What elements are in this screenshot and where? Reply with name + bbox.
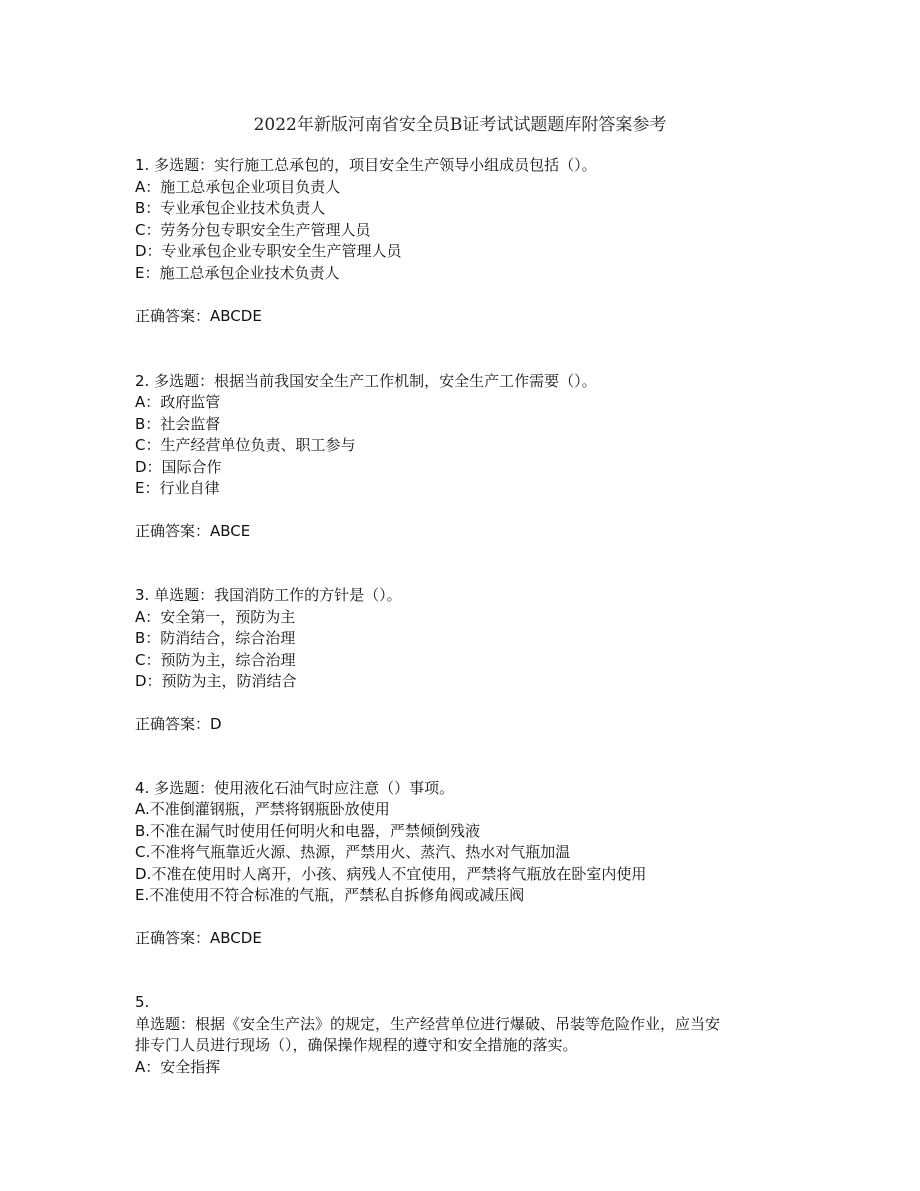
question-2-answer: 正确答案：ABCE	[135, 522, 251, 540]
question-2-option-c: C：生产经营单位负责、职工参与	[135, 436, 356, 454]
question-5-number: 5.	[135, 993, 150, 1011]
question-3-option-b: B：防消结合，综合治理	[135, 629, 296, 647]
question-2-stem: 2. 多选题：根据当前我国安全生产工作机制，安全生产工作需要（）。	[135, 372, 597, 390]
question-3-answer: 正确答案：D	[135, 715, 222, 733]
question-4-option-a: A.不准倒灌钢瓶，严禁将钢瓶卧放使用	[135, 800, 390, 818]
question-5-stem-line-2: 排专门人员进行现场（），确保操作规程的遵守和安全措施的落实。	[135, 1036, 578, 1054]
question-3-option-a: A：安全第一，预防为主	[135, 608, 296, 626]
question-4-option-b: B.不准在漏气时使用任何明火和电器，严禁倾倒残液	[135, 822, 481, 840]
question-3-option-c: C：预防为主，综合治理	[135, 651, 296, 669]
question-4-answer: 正确答案：ABCDE	[135, 929, 262, 947]
question-4-option-c: C.不准将气瓶靠近火源、热源，严禁用火、蒸汽、热水对气瓶加温	[135, 843, 571, 861]
question-2-option-b: B：社会监督	[135, 415, 221, 433]
question-4-stem: 4. 多选题：使用液化石油气时应注意（）事项。	[135, 779, 455, 797]
question-3-stem: 3. 单选题：我国消防工作的方针是（）。	[135, 586, 402, 604]
question-4-option-e: E.不准使用不符合标准的气瓶，严禁私自拆修角阀或减压阀	[135, 886, 525, 904]
question-2-option-d: D：国际合作	[135, 458, 222, 476]
question-1-option-a: A：施工总承包企业项目负责人	[135, 178, 341, 196]
question-2-option-e: E：行业自律	[135, 479, 220, 497]
question-1-option-d: D：专业承包企业专职安全生产管理人员	[135, 242, 402, 260]
document-title: 2022年新版河南省安全员B证考试试题题库附答案参考	[253, 115, 667, 135]
question-2-option-a: A：政府监管	[135, 393, 221, 411]
question-5-option-a: A：安全指挥	[135, 1058, 221, 1076]
question-1-stem: 1. 多选题：实行施工总承包的，项目安全生产领导小组成员包括（）。	[135, 156, 597, 174]
question-1-option-c: C：劳务分包专职安全生产管理人员	[135, 221, 371, 239]
question-1-option-e: E：施工总承包企业技术负责人	[135, 264, 340, 282]
question-1-answer: 正确答案：ABCDE	[135, 307, 262, 325]
question-1-option-b: B：专业承包企业技术负责人	[135, 199, 326, 217]
question-3-option-d: D：预防为主，防消结合	[135, 672, 297, 690]
question-4-option-d: D.不准在使用时人离开，小孩、病残人不宜使用，严禁将气瓶放在卧室内使用	[135, 865, 647, 883]
question-5-stem-line-1: 单选题：根据《安全生产法》的规定，生产经营单位进行爆破、吊装等危险作业，应当安	[135, 1015, 721, 1033]
